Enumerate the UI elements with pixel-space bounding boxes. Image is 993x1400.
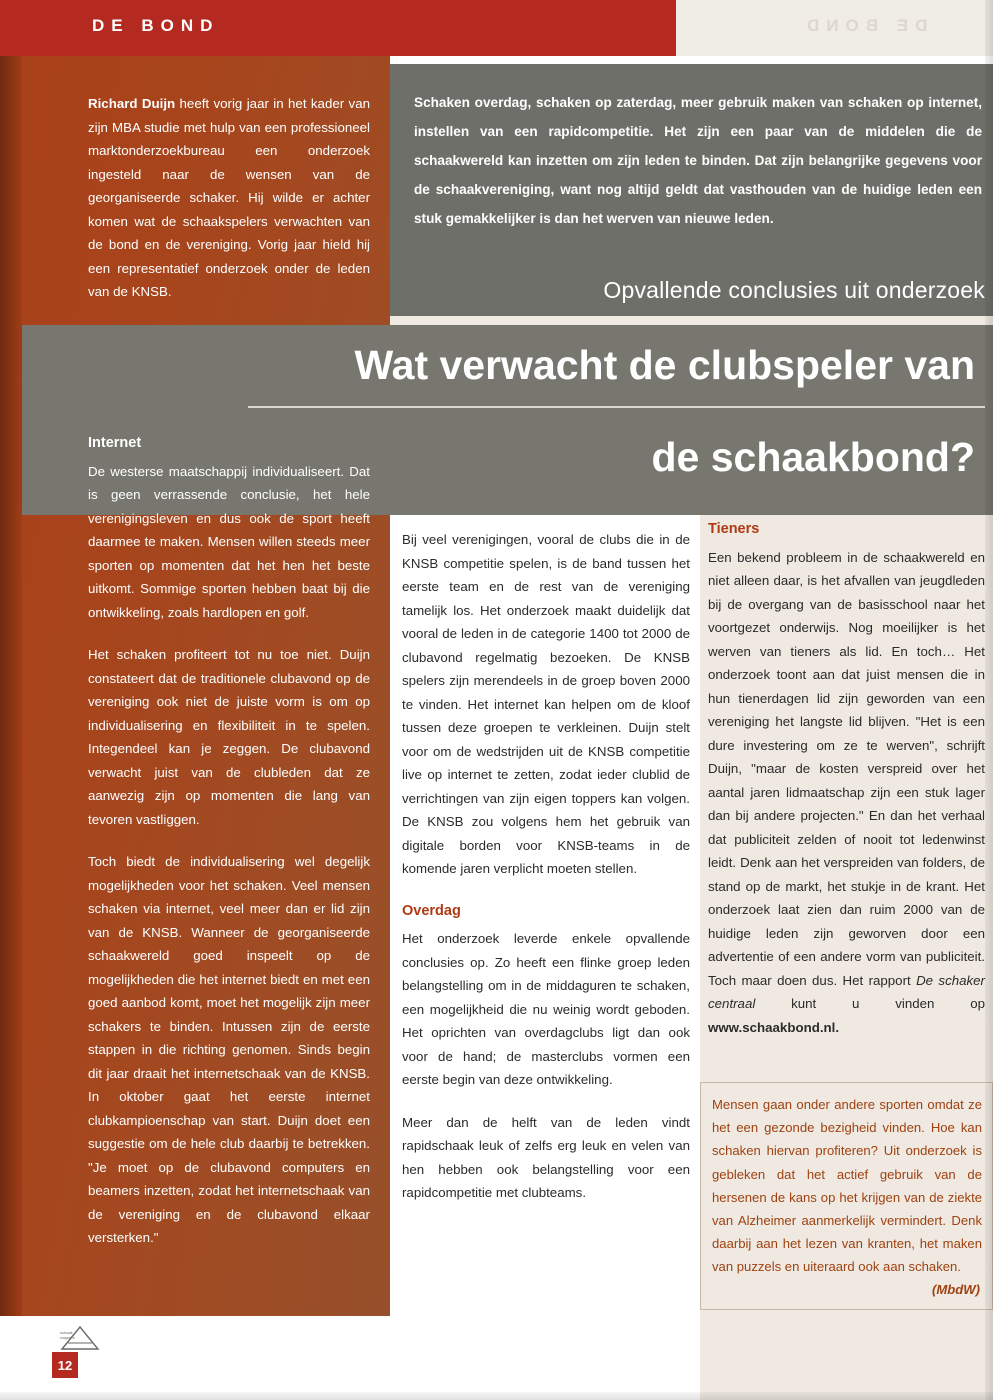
page-edge-right: [985, 0, 993, 1400]
body-column-right: [708, 518, 985, 1058]
middle-paragraph-2: Het onderzoek leverde enkele opvallende conclusies op. Zo heeft een flinke groep leden belangstelling om in de middaguren te schaken, een mogelijkheid die nu weinig wordt geboden. Het oprichten van overdagclubs ligt dan ook voor de hand; de masterclubs vormen een eerste begin van deze ontwikkeling.: [402, 931, 690, 1087]
lead-paragraph: Schaken overdag, schaken op zaterdag, meer gebruik maken van schaken op internet, instellen van een rapidcompetitie. Het zijn een paar van de middelen die de schaakwereld kan inzetten om zijn leden te binden. Dat zijn belangrijke gegevens voor de schaakvereniging, want nog altijd geldt dat vasthouden van de huidige leden een stuk gemakkelijker is dan het werven van nieuwe leden.: [414, 95, 982, 226]
intro-left-text: heeft vorig jaar in het kader van zijn MBA studie met hulp van een professioneel marktonderzoekbureau een onderzoek ingesteld naar de wensen van de georganiseerde schaker. Hij wilde er achter komen wat de schaakspelers verwachten van de bond en de vereniging. Vorig jaar hield hij een representatief onderzoek onder de leden van de KNSB.: [88, 96, 370, 299]
left-spine-shadow: [0, 0, 22, 1400]
schaakmagazine-logo: [58, 1325, 104, 1351]
right-paragraph-1: [708, 546, 985, 1040]
right-paragraph-text-b: kunt u vinden op: [755, 996, 985, 1011]
headline-divider: [248, 406, 985, 408]
left-column-heading: Internet: [88, 435, 142, 451]
page-number: 12: [52, 1352, 78, 1378]
right-column-heading: Tieners: [708, 521, 760, 537]
article-kicker: Opvallende conclusies uit onderzoek: [603, 277, 985, 303]
right-paragraph-text-a: Een bekend probleem in de schaakwereld en niet alleen daar, is het afvallen van jeugdleden bij de overgang van de basisschool naar het voortgezet onderwijs. Nog moeilijker is het werven van tieners als lid. En toch… Het onderzoek toont aan dat juist mensen die in hun tienerdagen lid zijn geworden van een vereniging het langste lid blijven. "Het is een dure investering om ze te werven", schrijft Duijn, "maar de kosten verspreid over het aantal jaren lidmaatschap zijn een stuk lager dan bij andere projecten." En dan het verhaal dat publiciteit zelden of nooit tot ledenwinst leidt. Denk aan het verspreiden van folders, de stand op de markt, het stukje in de krant. Het onderzoek laat zien dan ruim 2000 van de huidige leden zijn geworven door een advertentie of een andere vorm van publiciteit. Toch maar doen dus. Het rapport: [708, 549, 985, 988]
intro-lead-name: Richard Duijn: [88, 96, 176, 111]
body-column-middle: [402, 528, 690, 1224]
website-link[interactable]: www.schaakbond.nl.: [708, 1019, 840, 1035]
headline-line-1: Wat verwacht de clubspeler van: [354, 342, 975, 388]
headline-line-2: de schaakbond?: [651, 434, 975, 480]
middle-paragraph-3: Meer dan de helft van de leden vindt rapidschaak leuk of zelfs erg leuk en velen van hen hebben ook belangstelling voor een rapidcompetitie met clubteams.: [402, 1114, 690, 1200]
left-paragraph-2: Het schaken profiteert tot nu toe niet. Duijn constateert dat de traditionele clubavond op de vereniging ook niet de juiste vorm is om op individualisering en flexibiliteit in te spelen. Integendeel kan je zeggen. De clubavond verwacht juist van de clubleden dat ze aanwezig zijn op momenten die lang van tevoren vastliggen.: [88, 647, 370, 827]
body-column-left: [88, 432, 370, 1269]
left-paragraph-1: De westerse maatschappij individualiseert. Dat is geen verrassende conclusie, het hele verenigingsleven en dus ook de sport heeft daarmee te maken. Mensen willen steeds meer sporten op momenten dat het hen het beste uitkomt. Sommige sporten hebben baat bij die ontwikkeling, zoals hardlopen en golf.: [88, 463, 370, 620]
middle-column-heading: Overdag: [402, 902, 461, 919]
pull-quote-signature: (MbdW): [932, 1282, 980, 1297]
intro-left-paragraph: [88, 92, 370, 304]
pull-quote-text: Mensen gaan onder andere sporten omdat ze het een gezonde bezigheid vinden. Hoe kan schaken hiervan profiteren? Uit onderzoek is gebleken dat het actief gebruik van de hersenen de kans op het krijgen van de ziekte van Alzheimer aanmerkelijk vermindert. Denk daarbij aan het lezen van kranten, het maken van puzzels en uiteraard ook aan schaken.: [712, 1097, 982, 1275]
middle-paragraph-1: Bij veel verenigingen, vooral de clubs die in de KNSB competitie spelen, is de band tussen het eerste team en de rest van de vereniging tamelijk los. Het onderzoek maakt duidelijk dat vooral de leden in de categorie 1400 tot 2000 de clubavond regelmatig bezoeken. De KNSB spelers zijn merendeels in de groep boven 2000 te vinden. Het internet kan helpen om de kloof tussen deze groepen te verkleinen. Duijn stelt voor om de wedstrijden uit de KNSB competitie live op internet te zetten, zodat ieder clublid de verrichtingen van zijn eigen toppers kan volgen. De KNSB zou volgens hem het gebruik van digitale borden voor KNSB-teams in de komende jaren verplicht moeten stellen.: [402, 532, 690, 876]
masthead-ghost-title: DE BOND: [800, 16, 928, 35]
svg-text:schaak: schaak: [60, 1330, 73, 1335]
masthead-title: DE BOND: [92, 16, 220, 35]
page-edge-bottom: [0, 1392, 993, 1400]
report-title: De schaker centraal: [708, 972, 985, 1011]
left-paragraph-3: Toch biedt de individualisering wel degelijk mogelijkheden voor het schaken. Veel mensen schaken via internet, veel meer dan er lid zijn van de KNSB. Wanneer de georganiseerde schaakwereld goed inspeelt op de mogelijkheden die het internet biedt en met een goed aanbod komt, moet het mogelijk zijn meer schakers te binden. Intussen zijn de eerste stappen in die richting genomen. Sinds begin dit jaar draait het internetschaak van de KNSB. In oktober gaat het eerste internet clubkampioenschap van start. Duijn doet een suggestie om de hele club daarbij te betrekken. "Je moet op de clubavond computers en beamers inzetten, zodat het internetschaak van de vereniging en de clubavond elkaar versterken.": [88, 854, 370, 1245]
svg-text:magazine: magazine: [60, 1336, 75, 1340]
